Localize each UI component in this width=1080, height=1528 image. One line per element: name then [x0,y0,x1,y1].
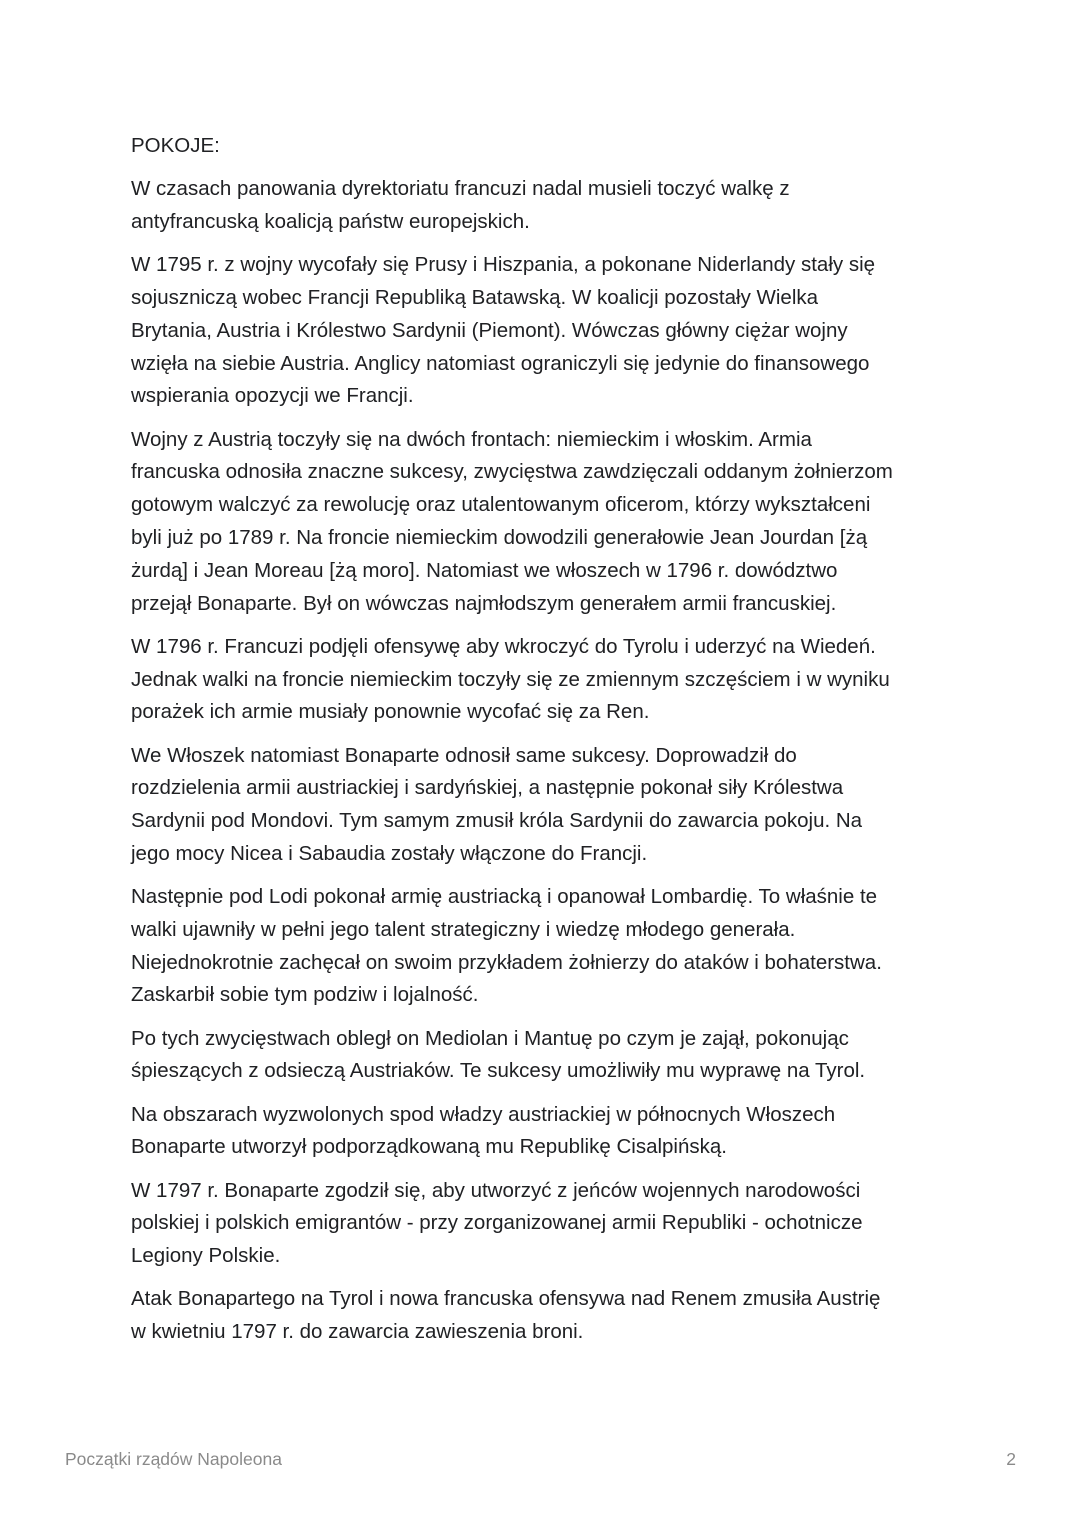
paragraph-line: Niejednokrotnie zachęcał on swoim przykładem żołnierzy do ataków i bohaterstwa. [131,950,882,974]
paragraph-line: W 1797 r. Bonaparte zgodził się, aby utworzyć z jeńców wojennych narodowości [131,1178,861,1202]
paragraph-line: porażek ich armie musiały ponownie wycofać się za Ren. [131,700,650,724]
paragraph-line: rozdzielenia armii austriackiej i sardyńskiej, a następnie pokonał siły Królestwa [131,776,844,800]
body-paragraph [131,740,951,871]
paragraph-line: w kwietniu 1797 r. do zawarcia zawieszenia broni. [131,1320,584,1344]
paragraph-line: byli już po 1789 r. Na froncie niemieckim dowodzili generałowie Jean Jourdan [żą [131,525,868,549]
body-paragraph [131,173,951,239]
body-paragraph [131,631,951,729]
body-paragraph [131,1023,951,1089]
paragraph-line: żurdą] i Jean Moreau [żą moro]. Natomiast we włoszech w 1796 r. dowództwo [131,558,838,582]
paragraph-line: Sardynii pod Mondovi. Tym samym zmusił króla Sardynii do zawarcia pokoju. Na [131,809,863,833]
page-body [131,130,951,1359]
body-paragraph [131,424,951,621]
paragraph-line: gotowym walczyć za rewolucję oraz utalentowanym oficerom, którzy wykształceni [131,493,871,517]
paragraph-line: Wojny z Austrią toczyły się na dwóch frontach: niemieckim i włoskim. Armia [131,427,812,451]
body-paragraph [131,249,951,413]
paragraph-line: Atak Bonapartego na Tyrol i nowa francuska ofensywa nad Renem zmusiła Austrię [131,1287,881,1311]
footer-page-number: 2 [1006,1449,1016,1469]
paragraph-line: Następnie pod Lodi pokonał armię austriacką i opanował Lombardię. To właśnie te [131,885,878,909]
footer-document-title: Początki rządów Napoleona [65,1449,282,1469]
paragraph-line: Jednak walki na froncie niemieckim toczyły się ze zmiennym szczęściem i w wyniku [131,667,890,691]
paragraph-line: antyfrancuską koalicją państw europejskich. [131,209,530,233]
body-paragraph [131,1283,951,1349]
body-paragraph [131,1099,951,1165]
paragraph-line: wspierania opozycji we Francji. [131,384,414,408]
paragraph-line: Bonaparte utworzył podporządkowaną mu Republikę Cisalpińską. [131,1135,727,1159]
body-paragraph [131,881,951,1012]
paragraph-line: Na obszarach wyzwolonych spod władzy austriackiej w północnych Włoszech [131,1102,836,1126]
paragraph-line: śpieszących z odsieczą Austriaków. Te sukcesy umożliwiły mu wyprawę na Tyrol. [131,1059,866,1083]
paragraphs-container [131,173,951,1349]
paragraph-line: wzięła na siebie Austria. Anglicy natomiast ograniczyli się jedynie do finansowego [131,351,870,375]
body-paragraph [131,1175,951,1273]
paragraph-line: W czasach panowania dyrektoriatu francuzi nadal musieli toczyć walkę z [131,177,790,201]
paragraph-line: sojuszniczą wobec Francji Republiką Batawską. W koalicji pozostały Wielka [131,285,819,309]
paragraph-line: Zaskarbił sobie tym podziw i lojalność. [131,983,479,1007]
paragraph-line: przejął Bonaparte. Był on wówczas najmłodszym generałem armii francuskiej. [131,591,837,615]
section-heading: POKOJE: [131,134,220,157]
paragraph-line: We Włoszek natomiast Bonaparte odnosił same sukcesy. Doprowadził do [131,743,797,767]
paragraph-line: polskiej i polskich emigrantów - przy zorganizowanej armii Republiki - ochotnicze [131,1211,863,1235]
paragraph-line: walki ujawniły w pełni jego talent strategiczny i wiedzę młodego generała. [131,917,796,941]
paragraph-line: jego mocy Nicea i Sabaudia zostały włączone do Francji. [131,841,648,865]
paragraph-line: Po tych zwycięstwach obległ on Mediolan i Mantuę po czym je zajął, pokonując [131,1026,849,1050]
paragraph-line: francuska odnosiła znaczne sukcesy, zwycięstwa zawdzięczali oddanym żołnierzom [131,460,893,484]
paragraph-line: Legiony Polskie. [131,1244,281,1268]
paragraph-line: W 1795 r. z wojny wycofały się Prusy i Hiszpania, a pokonane Niderlandy stały się [131,253,876,277]
paragraph-line: Brytania, Austria i Królestwo Sardynii (Piemont). Wówczas główny ciężar wojny [131,318,848,342]
paragraph-line: W 1796 r. Francuzi podjęli ofensywę aby wkroczyć do Tyrolu i uderzyć na Wiedeń. [131,634,876,658]
